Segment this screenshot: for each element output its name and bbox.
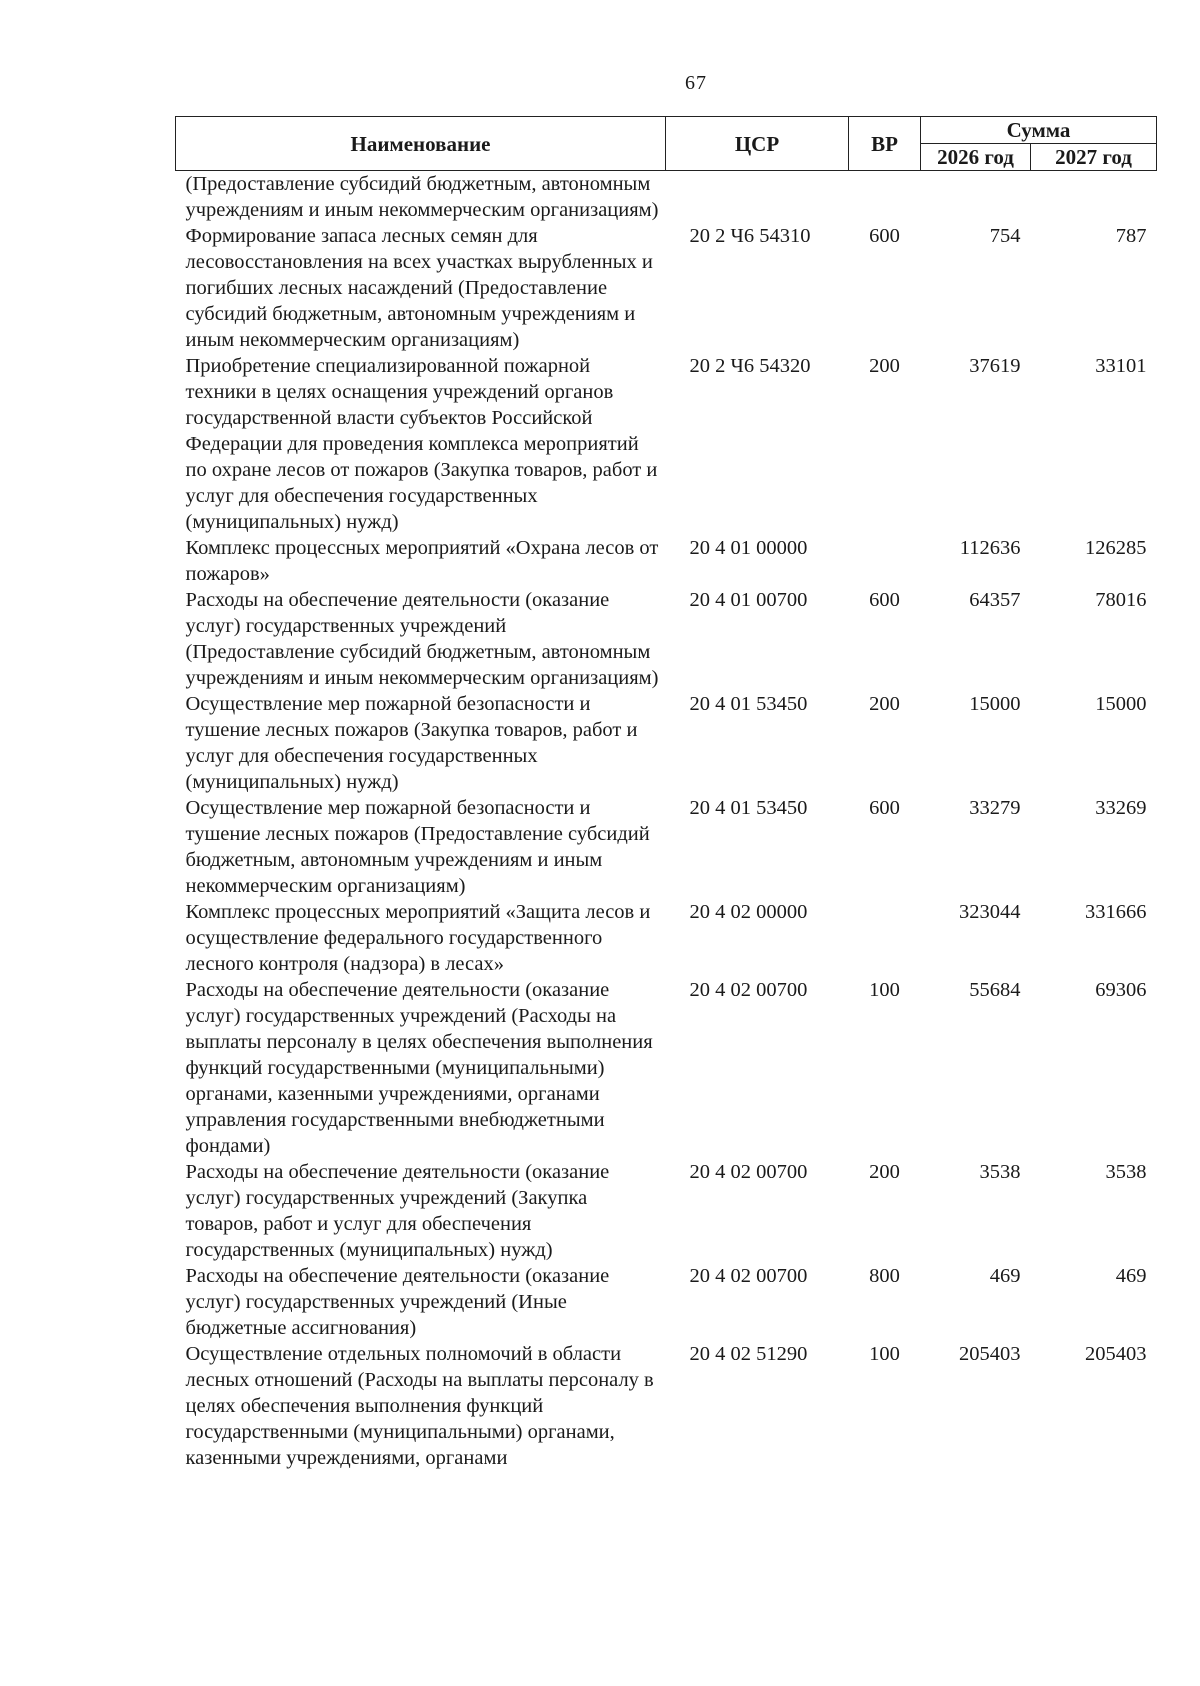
header-year-2026: 2026 год bbox=[921, 144, 1031, 171]
row-sum-2026: 3538 bbox=[979, 1161, 1021, 1183]
table-row bbox=[176, 535, 1157, 587]
row-name: Формирование запаса лесных семян для лесовосстановления на всех участках вырубленных и погибших лесных насаждений (Предоставление субсидий бюджетным, автономным учреждениям и иным некоммерческим организациям) bbox=[185, 225, 653, 351]
row-sum-2027: 33101 bbox=[1095, 355, 1147, 377]
row-name: Расходы на обеспечение деятельности (оказание услуг) государственных учреждений (Закупка товаров, работ и услуг для обеспечения государственных (муниципальных) нужд) bbox=[185, 1161, 610, 1261]
row-name: Осуществление мер пожарной безопасности и тушение лесных пожаров (Закупка товаров, работ и услуг для обеспечения государственных (муниципальных) нужд) bbox=[185, 693, 638, 793]
row-sum-2026: 323044 bbox=[959, 901, 1021, 923]
row-name: Осуществление отдельных полномочий в области лесных отношений (Расходы на выплаты персоналу в целях обеспечения выполнения функций государственными (муниципальными) органами, казенными учреждениями, органами bbox=[185, 1343, 654, 1469]
row-vr: 100 bbox=[869, 1343, 900, 1365]
row-sum-2027: 69306 bbox=[1095, 979, 1147, 1001]
row-sum-2026: 15000 bbox=[969, 693, 1021, 715]
row-sum-2026 bbox=[921, 171, 1031, 224]
row-csr: 20 4 01 53450 bbox=[689, 797, 808, 819]
row-sum-2027 bbox=[1031, 171, 1157, 224]
row-name: (Предоставление субсидий бюджетным, автономным учреждениям и иным некоммерческим организациям) bbox=[185, 173, 659, 221]
row-sum-2027: 331666 bbox=[1085, 901, 1147, 923]
row-vr: 200 bbox=[869, 355, 900, 377]
table-row bbox=[176, 223, 1157, 353]
header-vr: ВР bbox=[849, 117, 921, 171]
row-csr: 20 4 02 51290 bbox=[689, 1343, 808, 1365]
header-year-2027: 2027 год bbox=[1031, 144, 1157, 171]
row-name: Расходы на обеспечение деятельности (оказание услуг) государственных учреждений (Расходы на выплаты персоналу в целях обеспечения выполнения функций государственными (муниципальными) органами, казенными учреждениями, органами управления государственными внебюджетными фондами) bbox=[185, 979, 653, 1157]
table-row bbox=[176, 1341, 1157, 1471]
row-sum-2027: 78016 bbox=[1095, 589, 1147, 611]
table-row bbox=[176, 1159, 1157, 1263]
table-row bbox=[176, 353, 1157, 535]
table-row bbox=[176, 587, 1157, 691]
budget-table bbox=[175, 116, 1157, 1471]
row-name: Комплекс процессных мероприятий «Защита лесов и осуществление федерального государственного лесного контроля (надзора) в лесах» bbox=[185, 901, 651, 975]
row-sum-2026: 33279 bbox=[969, 797, 1021, 819]
row-vr: 800 bbox=[869, 1265, 900, 1287]
table-row bbox=[176, 691, 1157, 795]
row-csr: 20 4 01 00700 bbox=[689, 589, 808, 611]
row-sum-2027: 3538 bbox=[1105, 1161, 1147, 1183]
row-name: Расходы на обеспечение деятельности (оказание услуг) государственных учреждений (Предоставление субсидий бюджетным, автономным учреждениям и иным некоммерческим организациям) bbox=[185, 589, 659, 689]
row-sum-2027: 126285 bbox=[1085, 537, 1147, 559]
header-name: Наименование bbox=[176, 117, 666, 171]
row-vr: 100 bbox=[869, 979, 900, 1001]
row-name: Осуществление мер пожарной безопасности и тушение лесных пожаров (Предоставление субсидий бюджетным, автономным учреждениям и иным некоммерческим организациям) bbox=[185, 797, 650, 897]
row-csr: 20 4 02 00700 bbox=[689, 1265, 808, 1287]
row-vr: 200 bbox=[869, 693, 900, 715]
row-sum-2026: 37619 bbox=[969, 355, 1021, 377]
row-sum-2027: 787 bbox=[1115, 225, 1147, 247]
table-body bbox=[176, 171, 1157, 1472]
row-name: Приобретение специализированной пожарной техники в целях оснащения учреждений органов государственной власти субъектов Российской Федерации для проведения комплекса мероприятий по охране лесов от пожаров (Закупка товаров, работ и услуг для обеспечения государственных (муниципальных) нужд) bbox=[185, 355, 658, 533]
table-row bbox=[176, 1263, 1157, 1341]
row-vr bbox=[849, 535, 921, 587]
row-vr: 600 bbox=[869, 589, 900, 611]
row-csr: 20 2 Ч6 54320 bbox=[689, 355, 811, 377]
row-sum-2026: 112636 bbox=[959, 537, 1021, 559]
row-vr: 600 bbox=[869, 797, 900, 819]
header-csr: ЦСР bbox=[666, 117, 849, 171]
row-csr: 20 4 01 00000 bbox=[689, 537, 808, 559]
row-name: Комплекс процессных мероприятий «Охрана лесов от пожаров» bbox=[185, 537, 659, 585]
row-vr: 200 bbox=[869, 1161, 900, 1183]
row-sum-2027: 205403 bbox=[1085, 1343, 1147, 1365]
table-row bbox=[176, 171, 1157, 224]
row-csr: 20 2 Ч6 54310 bbox=[689, 225, 811, 247]
row-csr: 20 4 02 00700 bbox=[689, 979, 808, 1001]
header-sum: Сумма bbox=[921, 117, 1157, 144]
row-csr: 20 4 01 53450 bbox=[689, 693, 808, 715]
row-sum-2026: 469 bbox=[989, 1265, 1021, 1287]
table-row bbox=[176, 795, 1157, 899]
row-sum-2026: 205403 bbox=[959, 1343, 1021, 1365]
table-row bbox=[176, 977, 1157, 1159]
row-csr bbox=[666, 171, 849, 224]
row-sum-2026: 64357 bbox=[969, 589, 1021, 611]
page-number: 67 bbox=[685, 72, 707, 94]
row-csr: 20 4 02 00700 bbox=[689, 1161, 808, 1183]
row-sum-2026: 754 bbox=[989, 225, 1021, 247]
row-name: Расходы на обеспечение деятельности (оказание услуг) государственных учреждений (Иные бюджетные ассигнования) bbox=[185, 1265, 610, 1339]
table-header bbox=[176, 117, 1157, 171]
row-sum-2027: 469 bbox=[1115, 1265, 1147, 1287]
row-csr: 20 4 02 00000 bbox=[689, 901, 808, 923]
row-vr bbox=[849, 899, 921, 977]
table-row bbox=[176, 899, 1157, 977]
row-sum-2027: 15000 bbox=[1095, 693, 1147, 715]
row-vr: 600 bbox=[869, 225, 900, 247]
row-sum-2026: 55684 bbox=[969, 979, 1021, 1001]
row-vr bbox=[849, 171, 921, 224]
row-sum-2027: 33269 bbox=[1095, 797, 1147, 819]
